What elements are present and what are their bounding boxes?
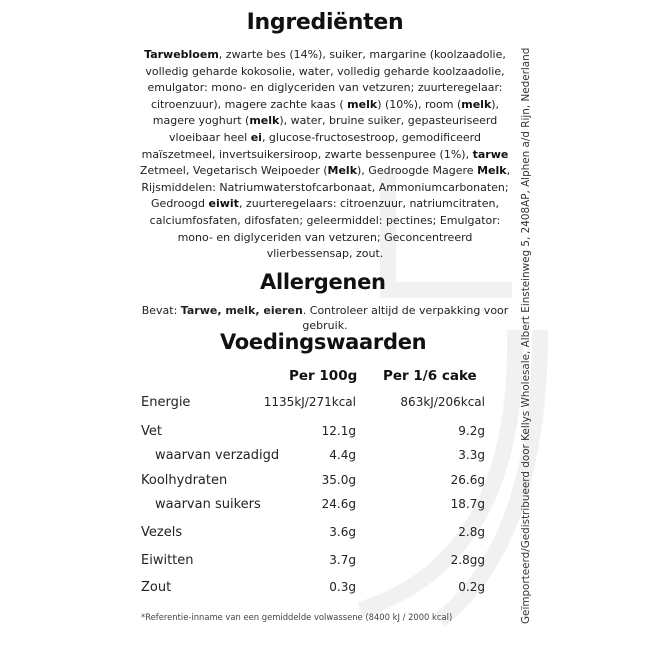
ingredient-allergen: Melk [477, 164, 507, 178]
value-per-portion: 863kJ/206kcal [400, 395, 485, 409]
ingredient-text: , Rijsmiddelen: Natriumwaterstofcarbonaat, Ammoniumcarbonaten; Gedroogd [141, 164, 511, 211]
value-per-100g: 0.3g [329, 580, 356, 594]
value-per-portion: 26.6g [450, 473, 485, 487]
value-per-100g: 24.6g [321, 497, 356, 511]
value-per-portion: 2.8g [458, 525, 485, 539]
value-per-100g: 3.6g [329, 525, 356, 539]
ingredient-text: ), magere yoghurt ( [152, 97, 500, 128]
nutrition-row [0, 580, 650, 600]
ingredient-allergen: melk [461, 97, 492, 111]
allergens-prefix: Bevat: [141, 304, 181, 317]
ingredient-allergen: melk [347, 97, 378, 111]
ingredient-text: Zetmeel, Vegetarisch Weipoeder ( [139, 164, 328, 178]
value-per-100g: 12.1g [321, 424, 356, 438]
ingredient-allergen: eiwit [208, 197, 239, 211]
value-per-100g: 3.7g [329, 553, 356, 567]
value-per-portion: 2.8gg [450, 553, 485, 567]
nutrition-row [0, 395, 650, 415]
nutrient-label: Zout [141, 580, 172, 595]
allergens-heading: Allergenen [260, 270, 386, 294]
ingredient-text: ), water, bruine suiker, gepasteuriseerd vloeibaar heel [169, 114, 498, 144]
nutrient-label: Eiwitten [141, 553, 194, 568]
nutrient-label: Energie [141, 395, 191, 410]
ingredient-text: ) (10%), room ( [377, 97, 462, 111]
allergens-text [138, 303, 512, 333]
ingredient-text: , glucose-fructosestroop, gemodificeerd maïszetmeel, invertsuikersiroop, zwarte bessenpuree (1%), [141, 130, 481, 161]
value-per-portion: 0.2g [458, 580, 485, 594]
reference-footnote: *Referentie-inname van een gemiddelde volwassene (8400 kJ / 2000 kcal) [141, 612, 453, 622]
nutrient-label: waarvan suikers [155, 497, 261, 512]
ingredient-allergen: Melk [327, 164, 358, 178]
value-per-100g: 4.4g [329, 448, 356, 462]
nutrition-heading: Voedingswaarden [220, 330, 427, 354]
nutrition-row [0, 448, 650, 468]
ingredient-allergen: ei [250, 130, 262, 144]
nutrition-row [0, 525, 650, 545]
ingredient-text: , zuurteregelaars: citroenzuur, natriumcitraten, calciumfosfaten, difosfaten; geleermiddel: pectines; Emulgator: mono- en diglyceriden van vetzuren; Geconcentreerd vlierbessensap, zout. [149, 197, 501, 261]
ingredients-heading: Ingrediënten [246, 10, 404, 35]
nutrient-label: Koolhydraten [141, 473, 228, 488]
ingredients-text [138, 47, 512, 263]
nutrition-row [0, 497, 650, 517]
nutrition-row [0, 553, 650, 573]
nutrient-label: Vezels [141, 525, 183, 540]
nutrition-row [0, 473, 650, 493]
nutrition-row [0, 424, 650, 444]
allergens-advice: . Controleer altijd de verpakking voor gebruik. [302, 304, 509, 332]
value-per-portion: 18.7g [450, 497, 485, 511]
value-per-portion: 9.2g [458, 424, 485, 438]
column-header-per-portion: Per 1/6 cake [383, 368, 477, 384]
ingredient-text: , zwarte bes (14%), suiker, margarine (koolzaadolie, volledig geharde kokosolie, water, volledig geharde koolzaadolie, emulgator: mono- en diglyceriden van vetzuren; zuurteregelaar: citroenzuur), magere zachte kaas ( [145, 48, 506, 111]
allergens-list: Tarwe, melk, eieren [180, 304, 303, 317]
value-per-100g: 1135kJ/271kcal [263, 395, 356, 409]
nutrient-label: Vet [141, 424, 162, 439]
ingredient-allergen: Tarwebloem [144, 48, 219, 61]
ingredient-allergen: melk [249, 114, 280, 128]
distributor-info: Geïmporteerd/Gedistribueerd door Kellys Wholesale, Albert Einsteinweg 5, 2408AP, Alphen a/d Rijn, Nederland [520, 47, 532, 624]
value-per-portion: 3.3g [458, 448, 485, 462]
ingredient-text: ), Gedroogde Magere [357, 164, 478, 178]
column-header-per-100g: Per 100g [289, 368, 358, 384]
ingredient-allergen: tarwe [472, 147, 509, 161]
nutrient-label: waarvan verzadigd [155, 448, 280, 463]
value-per-100g: 35.0g [321, 473, 356, 487]
